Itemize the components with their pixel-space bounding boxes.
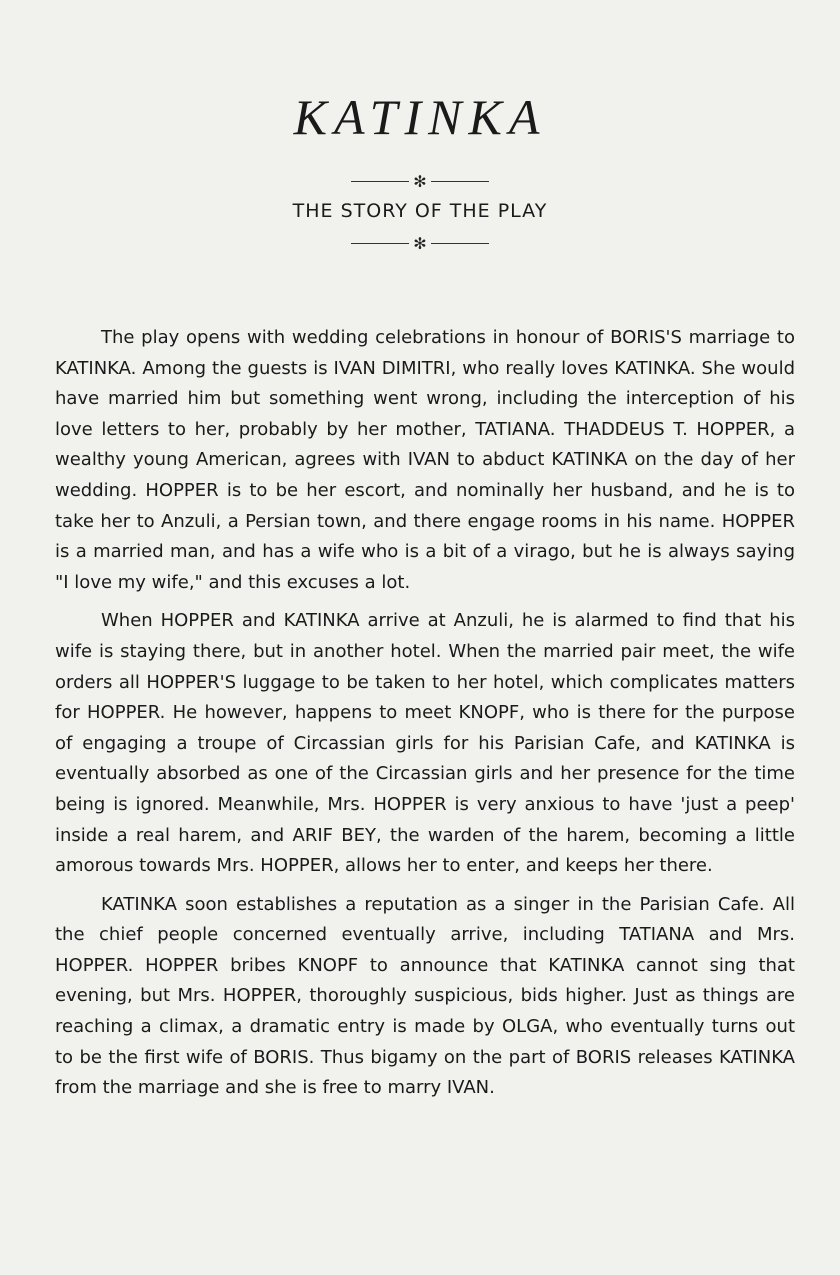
divider-line	[351, 181, 409, 182]
divider-line	[431, 181, 489, 182]
story-text	[55, 323, 795, 1112]
section-heading: THE STORY OF THE PLAY	[292, 200, 548, 222]
story-paragraph-1: The play opens with wedding celebrations in honour of BORIS'S marriage to KATINKA. Among the guests is IVAN DIMITRI, who really loves KATINKA. She would have married him but something went wrong, including the interception of his love letters to her, probably by her mother, TATIANA. THADDEUS T. HOPPER, a wealthy young American, agrees with IVAN to abduct KATINKA on the day of her wedding. HOPPER is to be her escort, and nominally her husband, and he is to take her to Anzuli, a Persian town, and there engage rooms in his name. HOPPER is a married man, and has a wife who is a bit of a virago, but he is always saying "I love my wife," and this excuses a lot.	[55, 327, 795, 593]
divider-line	[351, 243, 409, 244]
ornament-divider-top	[0, 173, 840, 190]
story-paragraph-2: When HOPPER and KATINKA arrive at Anzuli, he is alarmed to find that his wife is staying there, but in another hotel. When the married pair meet, the wife orders all HOPPER'S luggage to be taken to her hotel, which complicates matters for HOPPER. He however, happens to meet KNOPF, who is there for the purpose of engaging a troupe of Circassian girls for his Parisian Cafe, and KATINKA is eventually absorbed as one of the Circassian girls and her presence for the time being is ignored. Meanwhile, Mrs. HOPPER is very anxious to have 'just a peep' inside a real harem, and ARIF BEY, the warden of the harem, becoming a little amorous towards Mrs. HOPPER, allows her to enter, and keeps her there.	[55, 610, 795, 877]
ornament-divider-bottom	[0, 235, 840, 252]
asterism-icon: ✻	[413, 171, 427, 191]
asterism-icon: ✻	[413, 233, 427, 253]
divider-line	[431, 243, 489, 244]
story-paragraph-3: KATINKA soon establishes a reputation as a singer in the Parisian Cafe. All the chief people concerned eventually arrive, including TATIANA and Mrs. HOPPER. HOPPER bribes KNOPF to announce that KATINKA cannot sing that evening, but Mrs. HOPPER, thoroughly suspicious, bids higher. Just as things are reaching a climax, a dramatic entry is made by OLGA, who eventually turns out to be the first wife of BORIS. Thus bigamy on the part of BORIS releases KATINKA from the marriage and she is free to marry IVAN.	[55, 893, 795, 1099]
play-title: KATINKA	[293, 89, 547, 145]
